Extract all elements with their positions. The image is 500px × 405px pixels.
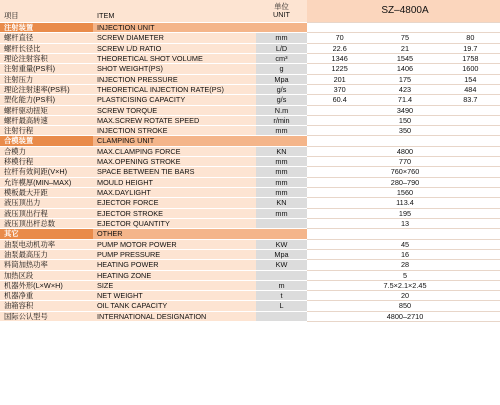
section-unit-blank	[256, 136, 307, 146]
spec-row-unit	[256, 219, 307, 229]
spec-row-label-cn: 机器外形(L×W×H)	[0, 281, 93, 291]
spec-value-screw-2: 71.4	[397, 95, 413, 105]
spec-value: 7.5×2.1×2.45	[383, 280, 427, 290]
spec-value: 5	[402, 270, 408, 280]
spec-value: 150	[398, 115, 412, 125]
spec-row-label-cn: 模板最大开距	[0, 188, 93, 198]
spec-row-label-en: SCREW DIAMETER	[93, 33, 256, 43]
spec-row-unit: g	[256, 64, 307, 74]
spec-row-unit	[256, 312, 307, 322]
spec-row-label-en: SCREW TORQUE	[93, 106, 256, 116]
spec-row-label-en: MOULD HEIGHT	[93, 178, 256, 188]
spec-row-values	[307, 219, 500, 229]
spec-row-unit: t	[256, 291, 307, 301]
section-title-cn: 其它	[0, 229, 93, 239]
spec-row-label-cn: 注射压力	[0, 75, 93, 85]
spec-row-label-en: THEORETICAL INJECTION RATE(PS)	[93, 85, 256, 95]
spec-row-values	[307, 198, 500, 208]
spec-row-unit: g/s	[256, 95, 307, 105]
spec-value: 850	[398, 301, 412, 311]
spec-row-unit: KN	[256, 147, 307, 157]
spec-value-screw-1: 60.4	[332, 95, 347, 105]
spec-row-unit: mm	[256, 33, 307, 43]
spec-row-unit: mm	[256, 178, 307, 188]
spec-row-label-en: EJECTOR QUANTITY	[93, 219, 256, 229]
section-value-blank	[307, 23, 500, 33]
spec-value: 3490	[396, 105, 414, 115]
spec-value: 280–790	[390, 177, 420, 187]
spec-value-screw-2: 175	[398, 74, 412, 84]
spec-row-values	[307, 116, 500, 126]
spec-value-screw-2: 1406	[396, 64, 414, 74]
spec-row-values	[307, 188, 500, 198]
spec-row-label-en: SPACE BETWEEN TIE BARS	[93, 167, 256, 177]
spec-row-label-en: PUMP PRESSURE	[93, 250, 256, 260]
spec-row-label-cn: 液压顶出行程	[0, 209, 93, 219]
spec-row-unit: m	[256, 281, 307, 291]
spec-row-unit	[256, 271, 307, 281]
spec-row-values	[307, 157, 500, 167]
spec-row-label-en: SIZE	[93, 281, 256, 291]
spec-value: 4800–2710	[386, 311, 424, 321]
spec-value-screw-3: 80	[466, 33, 475, 43]
spec-value-screw-2: 21	[400, 43, 410, 53]
spec-value-screw-2: 423	[398, 84, 412, 94]
spec-value: 20	[400, 291, 410, 301]
spec-row-unit: KW	[256, 240, 307, 250]
spec-row-unit: N.m	[256, 106, 307, 116]
spec-value-screw-3: 1758	[462, 53, 479, 63]
spec-row-unit: mm	[256, 167, 307, 177]
spec-row-values	[307, 301, 500, 311]
section-value-blank	[307, 229, 500, 239]
spec-row-label-cn: 注射重量(PS料)	[0, 64, 93, 74]
header-unit-en: UNIT	[272, 10, 291, 19]
spec-value-screw-1: 1225	[331, 64, 348, 74]
header-unit	[256, 0, 307, 23]
spec-value: 13	[400, 218, 410, 228]
spec-row-unit: Mpa	[256, 75, 307, 85]
spec-row-label-en: PUMP MOTOR POWER	[93, 240, 256, 250]
spec-row-label-cn: 油箱容积	[0, 301, 93, 311]
spec-row-label-cn: 理论注射容积	[0, 54, 93, 64]
spec-row-label-cn: 注射行程	[0, 126, 93, 136]
spec-row-unit: L	[256, 301, 307, 311]
spec-value: 45	[400, 239, 410, 249]
spec-row-values	[307, 33, 500, 43]
spec-row-label-cn: 允许模厚(MIN–MAX)	[0, 178, 93, 188]
spec-row-label-en: SCREW L/D RATIO	[93, 44, 256, 54]
header-model: SZ–4800A	[307, 0, 500, 23]
spec-row-label-cn: 机器净重	[0, 291, 93, 301]
spec-row-label-en: HEATING POWER	[93, 260, 256, 270]
spec-row-label-en: MAX.OPENING STROKE	[93, 157, 256, 167]
spec-value-screw-2: 1545	[396, 53, 414, 63]
spec-row-label-en: MAX.CLAMPING FORCE	[93, 147, 256, 157]
spec-row-label-en: NET WEIGHT	[93, 291, 256, 301]
spec-row-values	[307, 75, 500, 85]
spec-row-label-cn: 螺杆最高转速	[0, 116, 93, 126]
spec-row-label-en: SHOT WEIGHT(PS)	[93, 64, 256, 74]
section-unit-blank	[256, 23, 307, 33]
spec-row-label-cn: 料筒加热功率	[0, 260, 93, 270]
spec-row-unit: r/min	[256, 116, 307, 126]
spec-row-values	[307, 281, 500, 291]
spec-row-unit: cm³	[256, 54, 307, 64]
spec-row-values	[307, 178, 500, 188]
spec-value: 195	[398, 208, 412, 218]
spec-row-unit: KN	[256, 198, 307, 208]
spec-row-unit: Mpa	[256, 250, 307, 260]
spec-row-label-en: INJECTION PRESSURE	[93, 75, 256, 85]
spec-row-unit: mm	[256, 209, 307, 219]
spec-row-label-cn: 油泵电动机功率	[0, 240, 93, 250]
spec-row-label-cn: 螺杆长径比	[0, 44, 93, 54]
spec-value-screw-1: 370	[333, 84, 346, 94]
spec-row-values	[307, 209, 500, 219]
spec-value: 350	[398, 126, 412, 136]
spec-value: 113.4	[396, 198, 414, 208]
spec-row-label-cn: 理论注射速率(PS料)	[0, 85, 93, 95]
spec-row-unit: L/D	[256, 44, 307, 54]
spec-row-label-en: PLASTICISING CAPACITY	[93, 95, 256, 105]
spec-row-label-cn: 加热区段	[0, 271, 93, 281]
header-item-en: ITEM	[93, 0, 256, 23]
spec-row-values	[307, 95, 500, 105]
spec-row-unit: mm	[256, 157, 307, 167]
spec-row-label-en: MAX.DAYLIGHT	[93, 188, 256, 198]
spec-row-values	[307, 250, 500, 260]
spec-row-label-cn: 拉杆有效间距(V×H)	[0, 167, 93, 177]
spec-value: 760×760	[390, 167, 420, 177]
spec-row-unit: mm	[256, 188, 307, 198]
spec-row-values	[307, 312, 500, 322]
spec-value: 1560	[396, 188, 414, 197]
spec-row-label-en: INTERNATIONAL DESIGNATION	[93, 312, 256, 322]
header-unit-cn: 单位	[274, 1, 289, 11]
spec-row-unit: mm	[256, 126, 307, 136]
spec-row-label-cn: 合模力	[0, 147, 93, 157]
spec-row-values	[307, 260, 500, 270]
spec-value: 16	[400, 249, 410, 259]
spec-value: 770	[398, 157, 412, 167]
spec-row-label-en: EJECTOR STROKE	[93, 209, 256, 219]
spec-row-values	[307, 291, 500, 301]
spec-row-unit: KW	[256, 260, 307, 270]
section-unit-blank	[256, 229, 307, 239]
spec-value: 28	[400, 260, 410, 270]
spec-row-label-cn: 国际公认型号	[0, 312, 93, 322]
spec-row-values	[307, 167, 500, 177]
section-title-cn: 合模装置	[0, 136, 93, 146]
spec-row-label-en: INJECTION STROKE	[93, 126, 256, 136]
spec-row-values	[307, 85, 500, 95]
section-title-en: OTHER	[93, 229, 256, 239]
spec-row-unit: g/s	[256, 85, 307, 95]
spec-row-label-cn: 螺杆驱动扭矩	[0, 106, 93, 116]
spec-row-values	[307, 126, 500, 136]
spec-row-label-en: MAX.SCREW ROTATE SPEED	[93, 116, 256, 126]
spec-row-label-cn: 液压顶出杆总数	[0, 219, 93, 229]
spec-value: 4800	[396, 146, 414, 156]
spec-row-label-en: HEATING ZONE	[93, 271, 256, 281]
spec-row-label-cn: 塑化能力(PS料)	[0, 95, 93, 105]
spec-row-values	[307, 64, 500, 74]
spec-row-label-cn: 液压顶出力	[0, 198, 93, 208]
header-item-cn: 项目	[0, 0, 93, 23]
spec-value-screw-1: 70	[335, 33, 344, 43]
spec-row-label-cn: 移模行程	[0, 157, 93, 167]
spec-row-label-en: EJECTOR FORCE	[93, 198, 256, 208]
spec-value-screw-1: 1346	[331, 53, 348, 63]
spec-value-screw-3: 19.7	[463, 43, 478, 53]
spec-row-values	[307, 54, 500, 64]
spec-value-screw-1: 201	[333, 74, 346, 84]
section-title-cn: 注射装置	[0, 23, 93, 33]
spec-value-screw-3: 154	[464, 74, 477, 84]
spec-value-screw-1: 22.6	[332, 43, 347, 53]
spec-row-label-en: OIL TANK CAPACITY	[93, 301, 256, 311]
spec-value-screw-2: 75	[400, 33, 410, 43]
spec-row-label-cn: 油泵最高压力	[0, 250, 93, 260]
section-title-en: CLAMPING UNIT	[93, 136, 256, 146]
spec-row-values	[307, 106, 500, 116]
spec-row-values	[307, 240, 500, 250]
spec-value-screw-3: 1600	[462, 64, 479, 74]
spec-row-values	[307, 44, 500, 54]
section-value-blank	[307, 136, 500, 146]
spec-row-values	[307, 147, 500, 157]
spec-row-label-cn: 螺杆直径	[0, 33, 93, 43]
section-title-en: INJECTION UNIT	[93, 23, 256, 33]
spec-value-screw-3: 83.7	[463, 95, 478, 105]
spec-row-values	[307, 271, 500, 281]
spec-value-screw-3: 484	[464, 84, 477, 94]
spec-row-label-en: THEORETICAL SHOT VOLUME	[93, 54, 256, 64]
